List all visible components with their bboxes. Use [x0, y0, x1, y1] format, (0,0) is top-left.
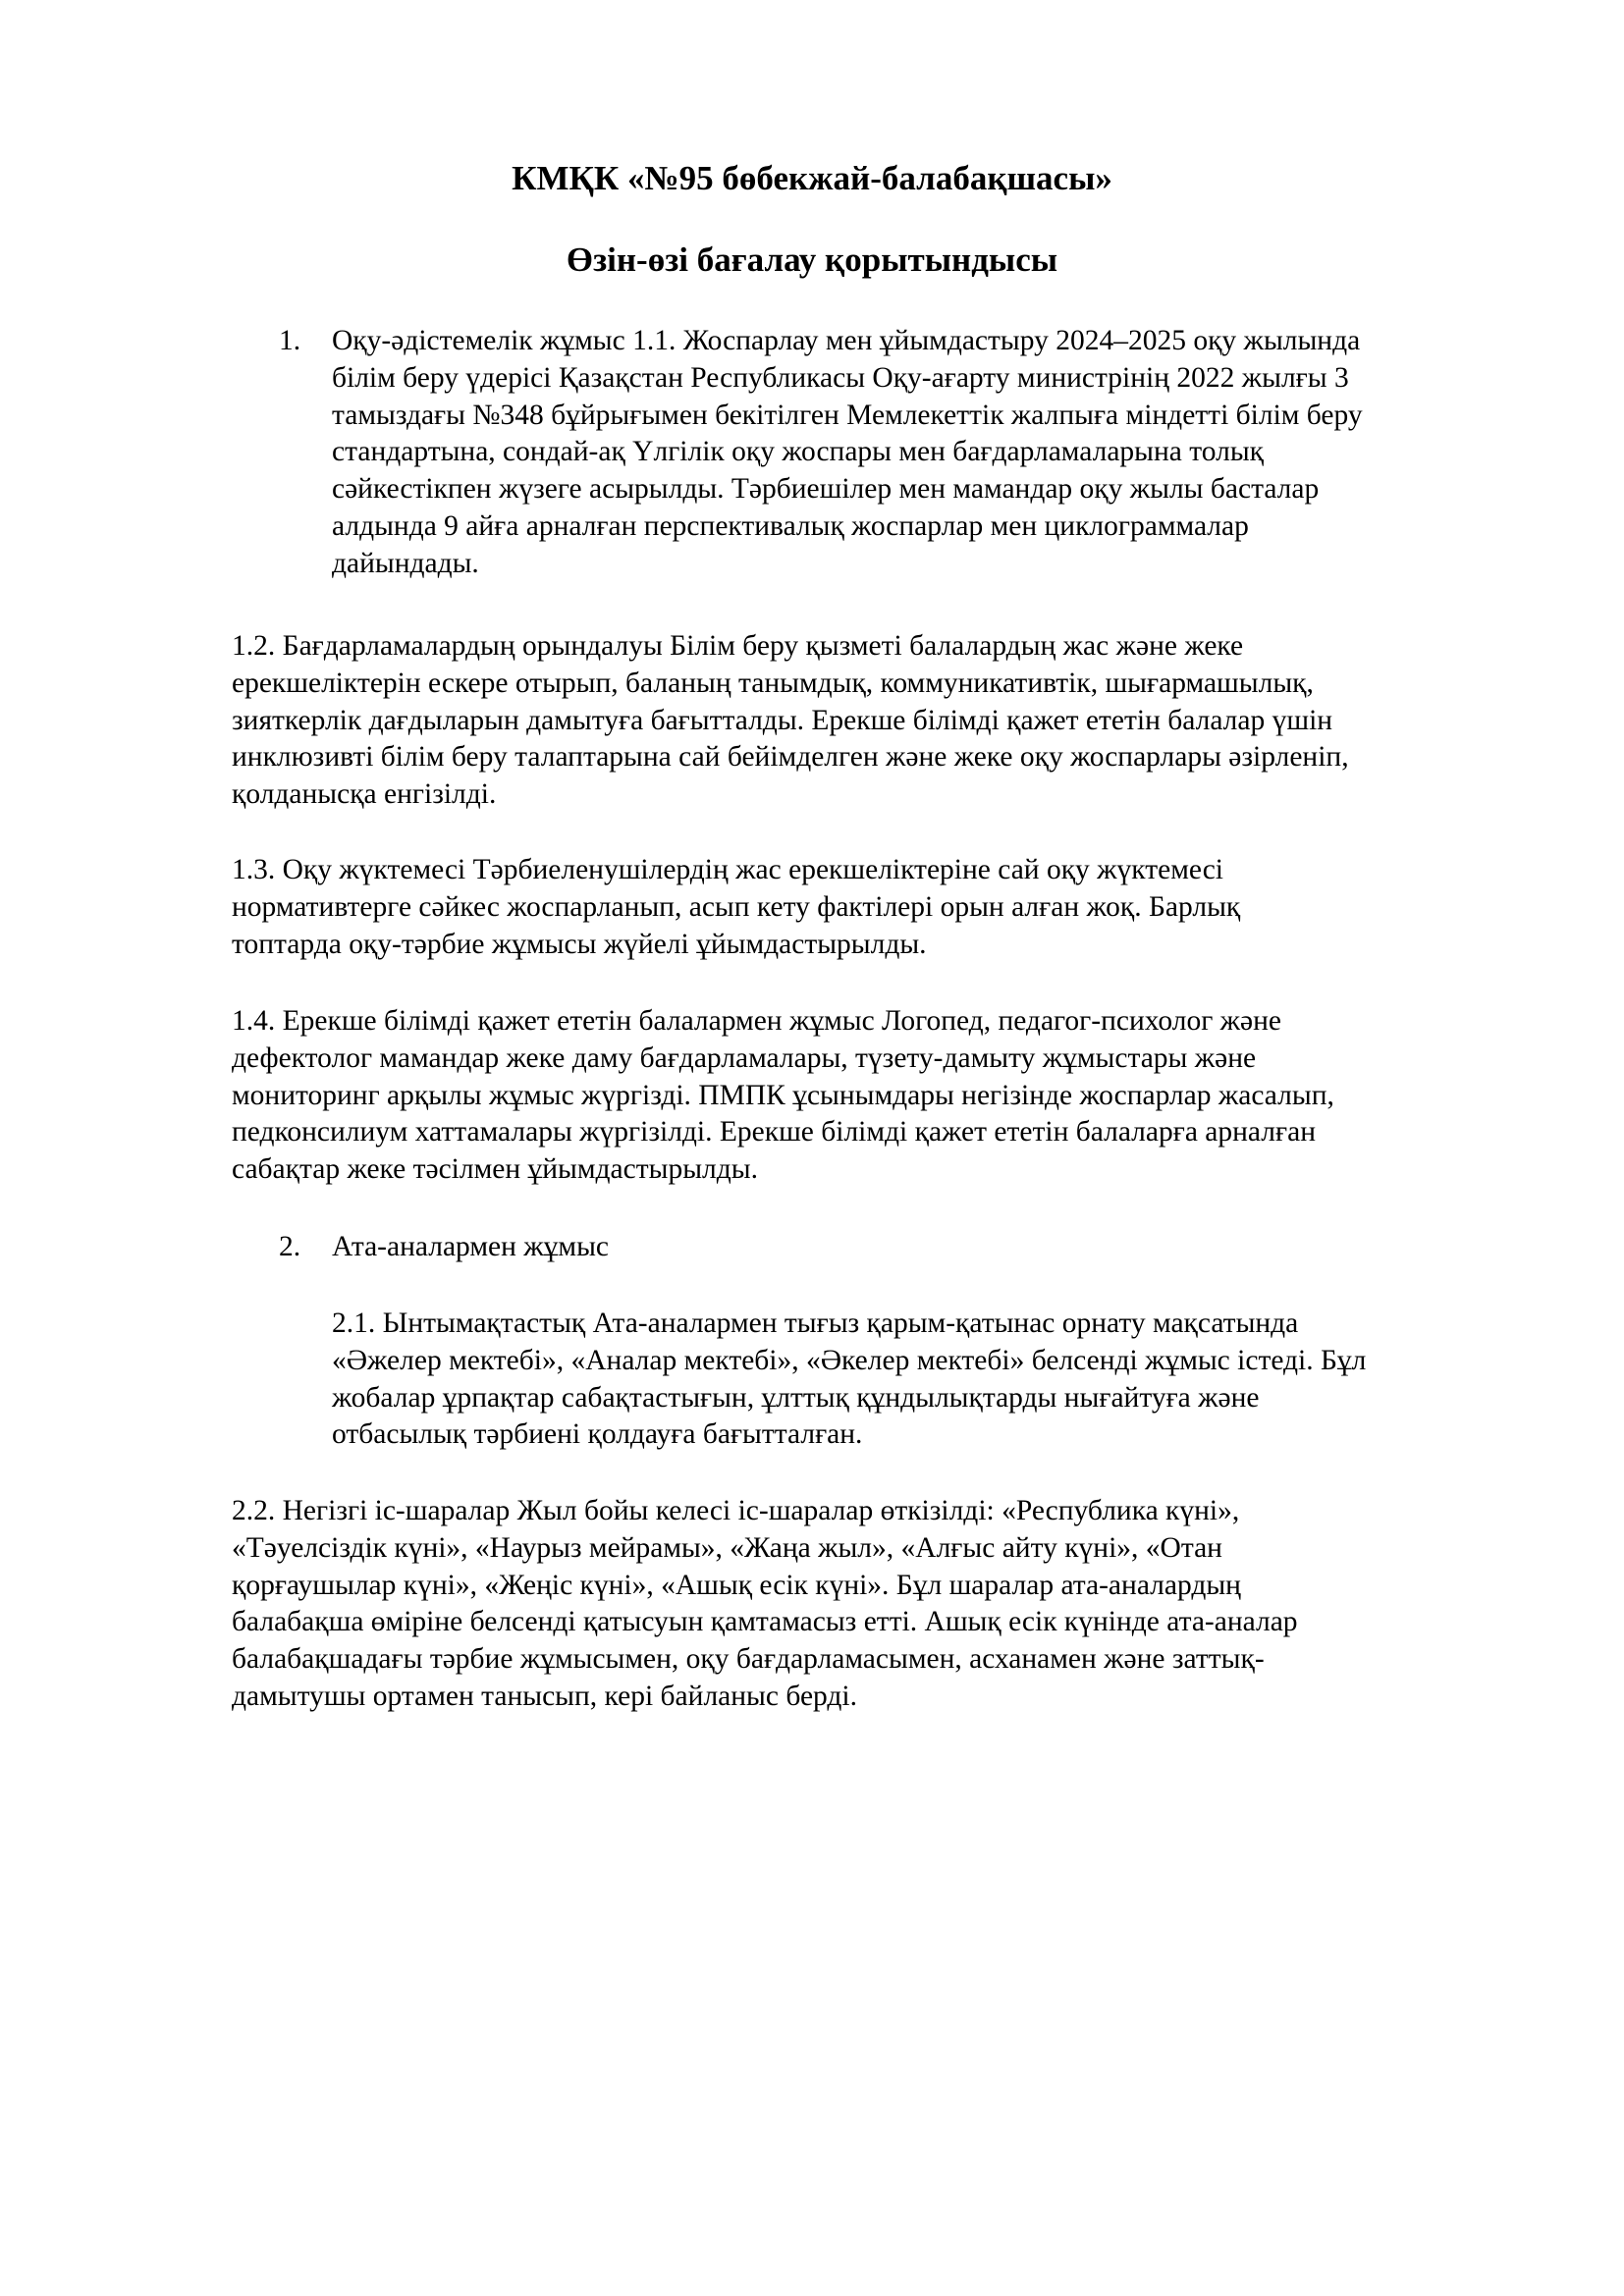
- paragraph-2-1: 2.1. Ынтымақтастық Ата-аналармен тығыз қарым-қатынас орнату мақсатында «Әжелер мектебі», «Аналар мектебі», «Әкелер мектебі» белсенді жұмыс істеді. Бұл жобалар ұрпақтар сабақтастығын, ұлттық құндылықтарды нығайтуға және отбасылық тәрбиені қолдауға бағытталған.: [332, 1308, 1367, 1451]
- section-2-number: 2.: [279, 1231, 301, 1262]
- paragraph-1-3: 1.3. Оқу жүктемесі Тәрбиеленушілердің жас ерекшеліктеріне сай оқу жүктемесі нормативтерге сәйкес жоспарланып, асып кету фактілері орын алған жоқ. Барлық топтарда оқу-тәрбие жұмысы жүйелі ұйымдастырылды.: [232, 854, 1241, 960]
- document-subtitle: Өзін-өзі бағалау қорытындысы: [566, 240, 1058, 279]
- paragraph-2-2: 2.2. Негізгі іс-шаралар Жыл бойы келесі іс-шаралар өткізілді: «Республика күні», «Тәуелсіздік күні», «Наурыз мейрамы», «Жаңа жыл», «Алғыс айту күні», «Отан қорғаушылар күні», «Жеңіс күні», «Ашық есік күні». Бұл шаралар ата-аналардың балабақша өміріне белсенді қатысуын қамтамасыз етті. Ашық есік күнінде ата-аналар балабақшадағы тәрбие жұмысымен, оқу бағдарламасымен, асханамен және заттық- дамытушы ортамен танысып, кері байланыс берді.: [232, 1495, 1298, 1712]
- section-1-text: Оқу-әдістемелік жұмыс 1.1. Жоспарлау мен ұйымдастыру 2024–2025 оқу жылында білім беру үдерісі Қазақстан Республикасы Оқу-ағарту министрінің 2022 жылғы 3 тамыздағы №348 бұйрығымен бекітілген Мемлекеттік жалпыға міндетті білім беру стандартына, сондай-ақ Үлгілік оқу жоспары мен бағдарламаларына толық сәйкестікпен жүзеге асырылды. Тәрбиешілер мен мамандар оқу жылы басталар алдында 9 айға арналған перспективалық жоспарлар мен циклограммалар дайындады.: [332, 325, 1363, 579]
- paragraph-1-4: 1.4. Ерекше білімді қажет ететін балалармен жұмыс Логопед, педагог-психолог және дефектолог мамандар жеке даму бағдарламалары, түзету-дамыту жұмыстары және мониторинг арқылы жұмыс жүргізді. ПМПК ұсынымдары негізінде жоспарлар жасалып, педконсилиум хаттамалары жүргізілді. Ерекше білімді қажет ететін балаларға арналған сабақтар жеке тәсілмен ұйымдастырылды.: [232, 1005, 1334, 1186]
- section-1-number: 1.: [279, 325, 301, 356]
- section-2-heading: Ата-аналармен жұмыс: [332, 1231, 609, 1262]
- paragraph-1-2: 1.2. Бағдарламалардың орындалуы Білім беру қызметі балалардың жас және жеке ерекшеліктерін ескере отырып, баланың танымдық, коммуникативтік, шығармашылық, зияткерлік дағдыларын дамытуға бағытталды. Ерекше білімді қажет ететін балалар үшін инклюзивті білім беру талаптарына сай бейімделген және жеке оқу жоспарлары әзірленіп, қолданысқа енгізілді.: [232, 630, 1349, 811]
- document-title: КМҚК «№95 бөбекжай-балабақшасы»: [512, 159, 1112, 197]
